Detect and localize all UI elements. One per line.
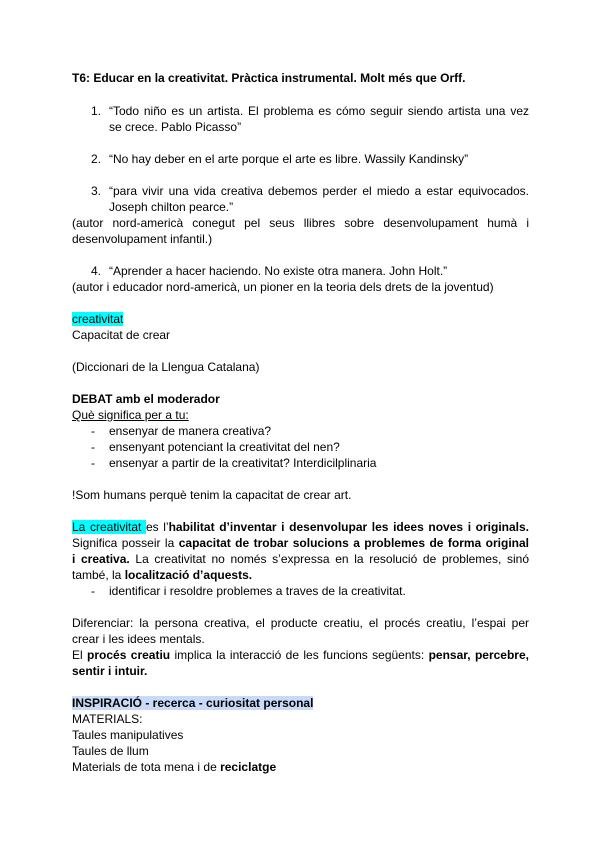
text-run: El xyxy=(72,648,88,662)
bullet-dash: - xyxy=(91,440,95,454)
inspiration-heading: INSPIRACIÓ - recerca - curiositat personal xyxy=(72,696,314,710)
quote-3-line2: Joseph chilton pearce.” xyxy=(109,200,234,214)
bold-text: localització d’aquests. xyxy=(124,568,253,582)
creativity-line4 xyxy=(72,568,252,584)
quote-number: 2. xyxy=(91,152,102,166)
quote-number: 1. xyxy=(91,104,102,118)
text-run: La creativitat no només s’expressa en la resolució de problemes, sinó xyxy=(129,552,530,566)
distinguish-line2: crear i les idees mentals. xyxy=(72,632,205,646)
debate-item: ensenyant potenciant la creativitat del nen? xyxy=(109,440,340,454)
bullet-dash: - xyxy=(91,424,95,438)
statement: !Som humans perquè tenim la capacitat de crear art. xyxy=(72,488,352,502)
bold-text: pensar, percebre, xyxy=(428,648,529,662)
text-run: implica la interacció de les funcions següents: xyxy=(170,648,429,662)
creativity-dash-item: identificar i resoldre problemes a traves de la creativitat. xyxy=(109,584,406,598)
creativity-line3 xyxy=(72,552,529,568)
bold-text: capacitat de trobar solucions a problemes de forma original xyxy=(178,536,530,550)
quote-number: 3. xyxy=(91,184,102,198)
quote-2-line1: “No hay deber en el arte porque el arte es libre. Wassily Kandinsky” xyxy=(109,152,469,166)
text-run: també, la xyxy=(72,568,125,582)
debate-item: ensenyar a partir de la creativitat? Interdicilplinaria xyxy=(109,456,377,470)
material-item: Taules manipulatives xyxy=(72,728,184,742)
distinguish-line3 xyxy=(72,648,529,664)
bullet-dash: - xyxy=(91,456,95,470)
quote-3-note-line1: (autor nord-americà conegut pel seus llibres sobre desenvolupament humà i xyxy=(72,216,529,230)
definition-meaning: Capacitat de crear xyxy=(72,328,171,342)
creativity-line1 xyxy=(72,520,529,536)
bullet-dash: - xyxy=(91,584,95,598)
bold-text: reciclatge xyxy=(220,760,277,774)
quote-3-note-line2: desenvolupament infantil.) xyxy=(72,232,213,246)
quote-1-line2: se crece. Pablo Picasso” xyxy=(109,120,242,134)
materials-label: MATERIALS: xyxy=(72,712,143,726)
material-item xyxy=(72,760,276,776)
highlighted-term: creativitat xyxy=(72,312,124,326)
quote-4-note: (autor i educador nord-americà, un pioner en la teoria dels drets de la joventud) xyxy=(72,280,494,294)
text-run: Materials de tota mena i de xyxy=(72,760,221,774)
quote-4-line1: “Aprender a hacer haciendo. No existe otra manera. John Holt.” xyxy=(109,264,448,278)
bold-text: i creativa. xyxy=(72,552,130,566)
creativity-line2 xyxy=(72,536,529,552)
document-title: T6: Educar en la creativitat. Pràctica instrumental. Molt més que Orff. xyxy=(72,71,466,85)
inspiration-heading-wrap xyxy=(72,696,313,712)
definition-term xyxy=(72,312,123,328)
debate-item: ensenyar de manera creativa? xyxy=(109,424,272,438)
material-item: Taules de llum xyxy=(72,744,149,758)
quote-1-line1: “Todo niño es un artista. El problema es cómo seguir siendo artista una vez xyxy=(109,104,529,118)
text-run: Significa posseir la xyxy=(72,536,179,550)
distinguish-line1: Diferenciar: la persona creativa, el producte creatiu, el procés creatiu, l’espai per xyxy=(72,616,529,630)
text-run: es l’ xyxy=(145,520,169,534)
debate-question: Què significa per a tu: xyxy=(72,408,189,422)
highlighted-term: La creativitat xyxy=(72,520,146,534)
debate-heading: DEBAT amb el moderador xyxy=(72,392,220,406)
quote-3-line1: “para vivir una vida creativa debemos perder el miedo a estar equivocados. xyxy=(109,184,529,198)
bold-text: habilitat d’inventar i desenvolupar les idees noves i originals. xyxy=(168,520,530,534)
quote-number: 4. xyxy=(91,264,102,278)
bold-text: procés creatiu xyxy=(87,648,171,662)
distinguish-line4: sentir i intuir. xyxy=(72,664,148,678)
definition-source: (Diccionari de la Llengua Catalana) xyxy=(72,360,260,374)
